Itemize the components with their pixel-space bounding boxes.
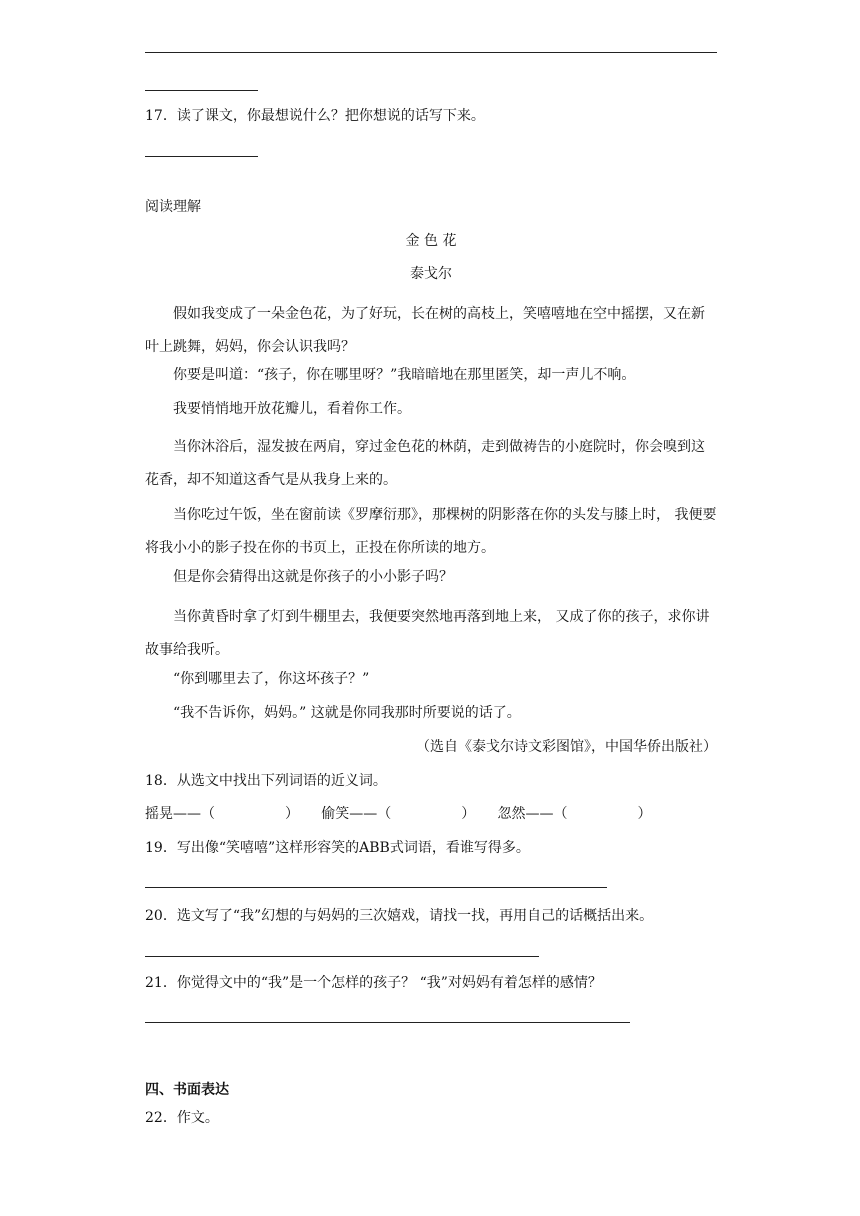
section-heading-writing: 四、书面表达	[145, 1082, 229, 1098]
passage-paragraph: 假如我变成了一朵金色花，为了好玩，长在树的高枝上，笑嘻嘻地在空中摇摆，又在新叶上跳舞，妈妈，你会认识我吗？	[145, 306, 705, 355]
answer-line	[145, 156, 258, 157]
synonym-close: ）	[285, 806, 299, 822]
answer-line	[145, 90, 258, 91]
passage-paragraph: “你到哪里去了，你这坏孩子？”	[173, 671, 370, 687]
passage-paragraph: 当你沐浴后，湿发披在两肩，穿过金色花的林荫，走到做祷告的小庭院时，你会嗅到这花香，却不知道这香气是从我身上来的。	[145, 439, 705, 488]
passage-source: （选自《泰戈尔诗文彩图馆》，中国华侨出版社）	[416, 739, 717, 755]
synonym-row	[145, 804, 652, 824]
synonym-close: ）	[461, 806, 476, 822]
question-22: 22．作文。	[145, 1110, 219, 1126]
answer-line[interactable]	[145, 887, 607, 888]
question-21: 21．你觉得文中的“我”是一个怎样的孩子？ “我”对妈妈有着怎样的感情？	[145, 975, 602, 991]
passage-paragraph: 当你吃过午饭，坐在窗前读《罗摩衍那》，那棵树的阴影落在你的头发与膝上时， 我便要将我小小的影子投在你的书页上，正投在你所读的地方。	[145, 507, 717, 556]
passage-author: 泰戈尔	[410, 266, 452, 282]
synonym-close: ）	[637, 806, 652, 822]
question-17: 17．读了课文，你最想说什么？把你想说的话写下来。	[145, 108, 485, 124]
passage-paragraph: 但是你会猜得出这就是你孩子的小小影子吗？	[173, 569, 453, 585]
passage-paragraph: 我要悄悄地开放花瓣儿，看着你工作。	[173, 401, 411, 417]
passage-paragraph: 你要是叫道：“孩子，你在哪里呀？”我暗暗地在那里匿笑，却一声儿不响。	[173, 367, 636, 383]
answer-line	[145, 52, 717, 53]
passage-paragraph: “我不告诉你，妈妈。” 这就是你同我那时所要说的话了。	[173, 705, 521, 721]
question-20: 20．选文写了“我”幻想的与妈妈的三次嬉戏，请找一找，再用自己的话概括出来。	[145, 908, 654, 924]
passage-paragraph: 当你黄昏时拿了灯到牛棚里去，我便要突然地再落到地上来， 又成了你的孩子，求你讲故事给我听。	[145, 609, 710, 658]
synonym-prompt: 忽然——（	[497, 806, 568, 822]
answer-line[interactable]	[145, 1022, 630, 1023]
question-18: 18．从选文中找出下列词语的近义词。	[145, 773, 387, 789]
passage-title: 金 色 花	[405, 233, 457, 249]
synonym-prompt: 偷笑——（	[321, 806, 392, 822]
question-19: 19．写出像“笑嘻嘻”这样形容笑的ABB式词语，看谁写得多。	[145, 840, 530, 856]
synonym-prompt: 摇晃——（	[145, 806, 215, 822]
answer-line[interactable]	[145, 956, 539, 957]
section-heading-reading: 阅读理解	[145, 199, 201, 215]
